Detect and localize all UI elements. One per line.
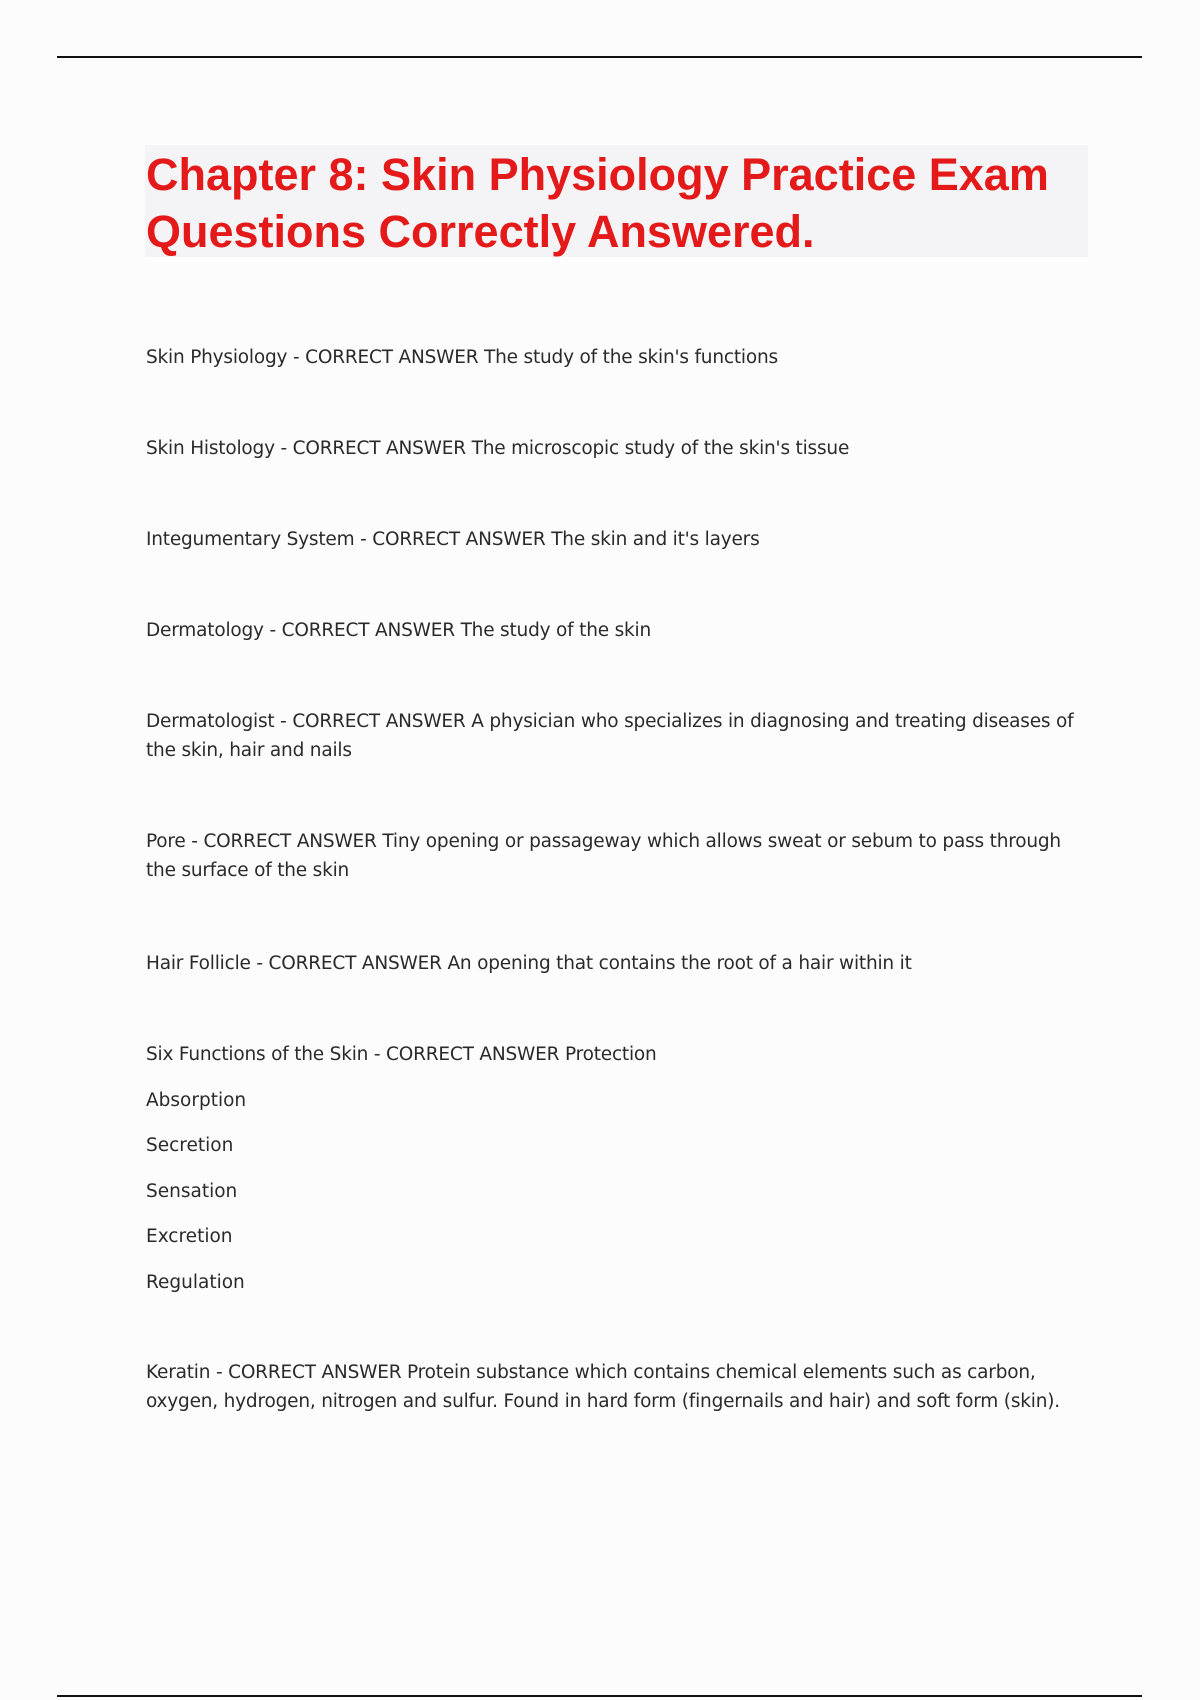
entry-answer: Protein substance which contains chemical elements such as carbon, oxygen, hydrogen, nitrogen and sulfur. Found in hard form (fingernails and hair) and soft form (skin). (146, 1362, 1060, 1412)
entry-term: Dermatologist (146, 711, 275, 732)
entry-answer: The microscopic study of the skin's tissue (471, 438, 850, 459)
entry-term: Integumentary System (146, 529, 355, 550)
document-title: Chapter 8: Skin Physiology Practice Exam Questions Correctly Answered. (146, 149, 1049, 257)
entry-answer: The skin and it's layers (551, 529, 760, 550)
qa-entry (146, 1040, 1096, 1069)
entry-answer: A physician who specializes in diagnosing and treating diseases of the skin, hair and nails (146, 711, 1074, 761)
function-item: Regulation (146, 1272, 245, 1293)
entry-answer: Tiny opening or passageway which allows sweat or sebum to pass through the surface of the skin (146, 831, 1061, 881)
entry-answer: The study of the skin (460, 620, 652, 641)
entry-separator: - CORRECT ANSWER (368, 1044, 565, 1065)
function-item: Sensation (146, 1181, 238, 1202)
entry-answer: Protection (564, 1044, 657, 1065)
function-item: Excretion (146, 1226, 233, 1247)
entry-term: Hair Follicle (146, 953, 251, 974)
entry-term: Pore (146, 831, 186, 852)
entry-separator: - CORRECT ANSWER (210, 1362, 408, 1383)
qa-entry (146, 949, 1096, 978)
bottom-rule (57, 1695, 1142, 1697)
qa-entry (146, 707, 1096, 765)
entry-separator: - CORRECT ANSWER (263, 620, 461, 641)
entry-separator: - CORRECT ANSWER (354, 529, 552, 550)
entry-term: Dermatology (146, 620, 264, 641)
entry-term: Skin Physiology (146, 347, 288, 368)
entry-separator: - CORRECT ANSWER (274, 711, 472, 732)
entry-term: Keratin (146, 1362, 211, 1383)
qa-entry (146, 827, 1096, 885)
qa-entry (146, 616, 1096, 645)
function-item: Absorption (146, 1090, 247, 1111)
entry-term: Six Functions of the Skin (146, 1044, 369, 1065)
top-rule (57, 56, 1142, 58)
entry-answer: An opening that contains the root of a hair within it (447, 953, 912, 974)
entry-answer: The study of the skin's functions (484, 347, 778, 368)
qa-entry (146, 343, 1096, 372)
qa-entry (146, 434, 1096, 463)
qa-entry (146, 525, 1096, 554)
entry-separator: - CORRECT ANSWER (274, 438, 472, 459)
function-item: Secretion (146, 1135, 234, 1156)
qa-entry (146, 1358, 1096, 1416)
entry-term: Skin Histology (146, 438, 275, 459)
entry-separator: - CORRECT ANSWER (287, 347, 485, 368)
entry-separator: - CORRECT ANSWER (250, 953, 448, 974)
entry-separator: - CORRECT ANSWER (185, 831, 383, 852)
